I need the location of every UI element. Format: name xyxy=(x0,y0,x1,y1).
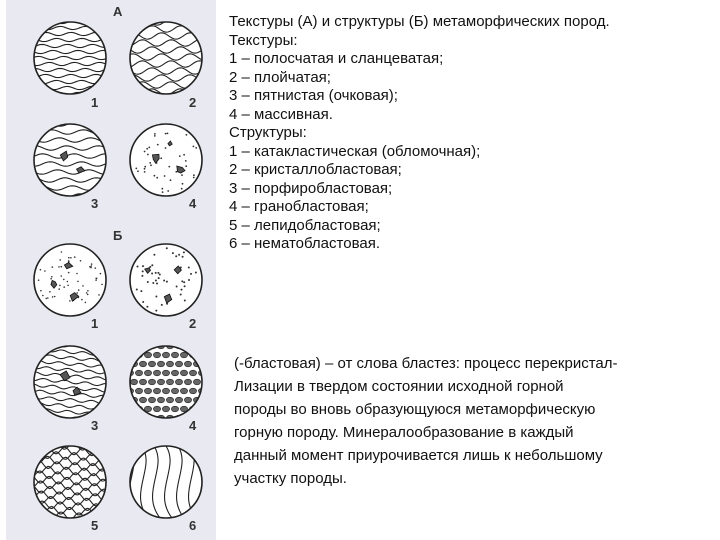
structure-item: 5 – лепидобластовая; xyxy=(229,216,381,234)
note-line: (-бластовая) – от слова бластез: процесс перекристал- xyxy=(234,355,618,372)
figure-panel xyxy=(6,0,216,540)
texture-number-4: 4 xyxy=(189,196,197,211)
note-line: Лизации в твердом состоянии исходной горной xyxy=(234,378,564,395)
structure-number-3: 3 xyxy=(91,418,99,433)
structure-item: 2 – кристаллобластовая; xyxy=(229,161,402,178)
structure-item: 1 – катакластическая (обломочная); xyxy=(229,142,481,160)
texture-number-3: 3 xyxy=(91,196,99,211)
structure-item: 3 – порфиробластовая; xyxy=(229,179,393,197)
structure-circle-porphyroblastic xyxy=(34,342,106,422)
note-line: породы во вновь образующуюся метаморфическую xyxy=(234,401,596,418)
structure-number-5: 5 xyxy=(91,518,99,533)
section-label-b: Б xyxy=(113,228,123,243)
structure-item: 6 – нематобластовая. xyxy=(229,235,381,252)
textures-heading: Текстуры: xyxy=(229,31,298,49)
structure-number-1: 1 xyxy=(91,316,99,331)
structures-heading: Структуры: xyxy=(229,124,307,141)
texture-item: 2 – плойчатая; xyxy=(229,68,331,86)
texture-item: 1 – полосчатая и сланцеватая; xyxy=(229,50,444,67)
texture-number-2: 2 xyxy=(189,95,197,110)
section-label-a: А xyxy=(113,4,123,19)
note-line: горную породу. Минералообразование в каждый xyxy=(234,424,574,441)
figure-drawing xyxy=(6,0,216,540)
note-line: данный момент приурочивается лишь к небольшому xyxy=(234,447,603,464)
structure-number-2: 2 xyxy=(189,316,197,331)
structure-number-6: 6 xyxy=(189,518,197,533)
note-block xyxy=(234,352,714,490)
legend-block xyxy=(229,13,709,254)
texture-item: 3 – пятнистая (очковая); xyxy=(229,87,398,104)
structure-circle-granoblastic xyxy=(126,343,209,421)
texture-number-1: 1 xyxy=(91,95,99,110)
structure-number-4: 4 xyxy=(189,418,197,433)
texture-item: 4 – массивная. xyxy=(229,105,333,123)
structure-circle-lepidoblastic xyxy=(34,441,106,522)
note-line: участку породы. xyxy=(234,470,347,487)
structure-item: 4 – гранобластовая; xyxy=(229,198,369,215)
legend-title: Текстуры (А) и структуры (Б) метаморфических пород. xyxy=(229,13,610,30)
